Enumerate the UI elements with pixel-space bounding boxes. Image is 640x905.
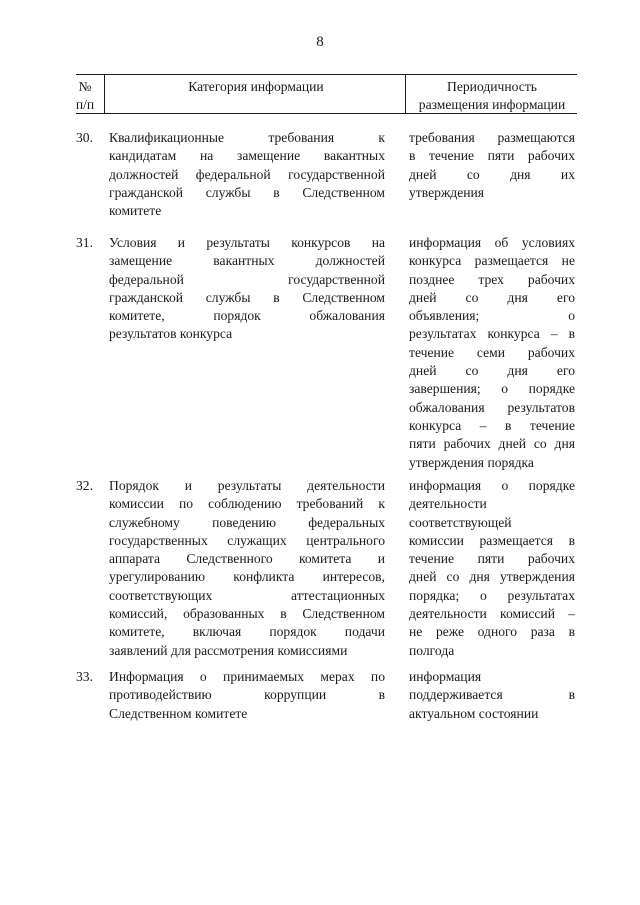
row-number: 32. bbox=[76, 478, 93, 493]
period-line: требования размещаются bbox=[409, 130, 575, 145]
row-period bbox=[409, 129, 575, 202]
header-number-column bbox=[70, 78, 100, 114]
header-period-line1: Периодичность bbox=[447, 79, 537, 94]
category-line: гражданской службы в Следственном bbox=[109, 289, 385, 305]
period-line: поддерживается в bbox=[409, 687, 575, 703]
category-line: комитете, порядок обжалования bbox=[109, 308, 385, 324]
category-line: противодействию коррупции в bbox=[109, 687, 385, 703]
header-period-column bbox=[406, 78, 578, 114]
period-line: дней со дня утверждения bbox=[409, 569, 575, 585]
row-number: 30. bbox=[76, 130, 93, 145]
period-line: информация о порядке bbox=[409, 478, 575, 493]
category-line: служебному поведению федеральных bbox=[109, 514, 385, 530]
row-period bbox=[409, 668, 575, 723]
period-line: пяти рабочих дней со дня bbox=[409, 436, 575, 452]
category-line: комиссии по соблюдению требований к bbox=[109, 496, 385, 512]
period-line: информация bbox=[409, 669, 482, 684]
period-line: деятельности комиссий – bbox=[409, 606, 575, 622]
period-line: не реже одного раза в bbox=[409, 624, 575, 640]
row-category bbox=[109, 129, 385, 220]
category-line: комитете, включая порядок подачи bbox=[109, 624, 385, 640]
period-line: информация об условиях bbox=[409, 235, 575, 250]
period-line: порядка; о результатах bbox=[409, 587, 575, 603]
category-line: комиссий, образованных в Следственном bbox=[109, 606, 385, 622]
header-number-line2: п/п bbox=[75, 97, 95, 112]
period-line: полгода bbox=[409, 642, 455, 658]
category-line: Квалификационные требования к bbox=[109, 130, 385, 145]
period-line: конкурса размещается не bbox=[409, 253, 575, 269]
category-line: федеральной государственной bbox=[109, 271, 385, 287]
category-line: Условия и результаты конкурсов на bbox=[109, 235, 385, 250]
period-line: дней со дня его bbox=[409, 289, 575, 305]
period-line: объявления; о bbox=[409, 308, 575, 324]
period-line: комиссии размещается в bbox=[409, 532, 575, 548]
category-line: Порядок и результаты деятельности bbox=[109, 478, 385, 493]
period-line: дней со дня его bbox=[409, 363, 575, 379]
period-line: деятельности bbox=[409, 496, 487, 512]
period-line: соответствующей bbox=[409, 514, 512, 530]
category-line: заявлений для рассмотрения комиссиями bbox=[109, 642, 348, 658]
category-line: аппарата Следственного комитета и bbox=[109, 551, 385, 567]
category-line: соответствующих аттестационных bbox=[109, 587, 385, 603]
period-line: завершения; о порядке bbox=[409, 381, 575, 397]
period-line: течение пяти рабочих bbox=[409, 551, 575, 567]
period-line: дней со дня их bbox=[409, 166, 575, 182]
row-period bbox=[409, 234, 575, 472]
period-line: утверждения bbox=[409, 184, 485, 200]
period-line: конкурса – в течение bbox=[409, 417, 575, 433]
category-line: кандидатам на замещение вакантных bbox=[109, 148, 385, 164]
header-top-rule bbox=[76, 74, 577, 75]
category-line: комитете bbox=[109, 203, 162, 219]
row-category bbox=[109, 477, 385, 660]
row-period bbox=[409, 477, 575, 660]
page-number: 8 bbox=[316, 34, 324, 50]
header-number-line1: № bbox=[78, 79, 92, 94]
period-line: результатах конкурса – в bbox=[409, 326, 575, 342]
period-line: утверждения порядка bbox=[409, 454, 534, 470]
category-line: Информация о принимаемых мерах по bbox=[109, 669, 385, 684]
category-line: урегулированию конфликта интересов, bbox=[109, 569, 385, 585]
header-divider-1 bbox=[104, 74, 105, 114]
category-line: должностей федеральной государственной bbox=[109, 166, 385, 182]
period-line: актуальном состоянии bbox=[409, 705, 539, 721]
row-number: 33. bbox=[76, 669, 93, 684]
period-line: позднее трех рабочих bbox=[409, 271, 575, 287]
period-line: течение семи рабочих bbox=[409, 344, 575, 360]
period-line: в течение пяти рабочих bbox=[409, 148, 575, 164]
row-category bbox=[109, 234, 385, 344]
category-line: гражданской службы в Следственном bbox=[109, 184, 385, 200]
header-category-column: Категория информации bbox=[188, 79, 324, 94]
row-category bbox=[109, 668, 385, 723]
header-period-line2: размещения информации bbox=[418, 97, 566, 112]
period-line: обжалования результатов bbox=[409, 399, 575, 415]
category-line: государственных служащих центрального bbox=[109, 532, 385, 548]
row-number: 31. bbox=[76, 235, 93, 250]
category-line: результатов конкурса bbox=[109, 326, 233, 342]
category-line: Следственном комитете bbox=[109, 705, 248, 721]
category-line: замещение вакантных должностей bbox=[109, 253, 385, 269]
